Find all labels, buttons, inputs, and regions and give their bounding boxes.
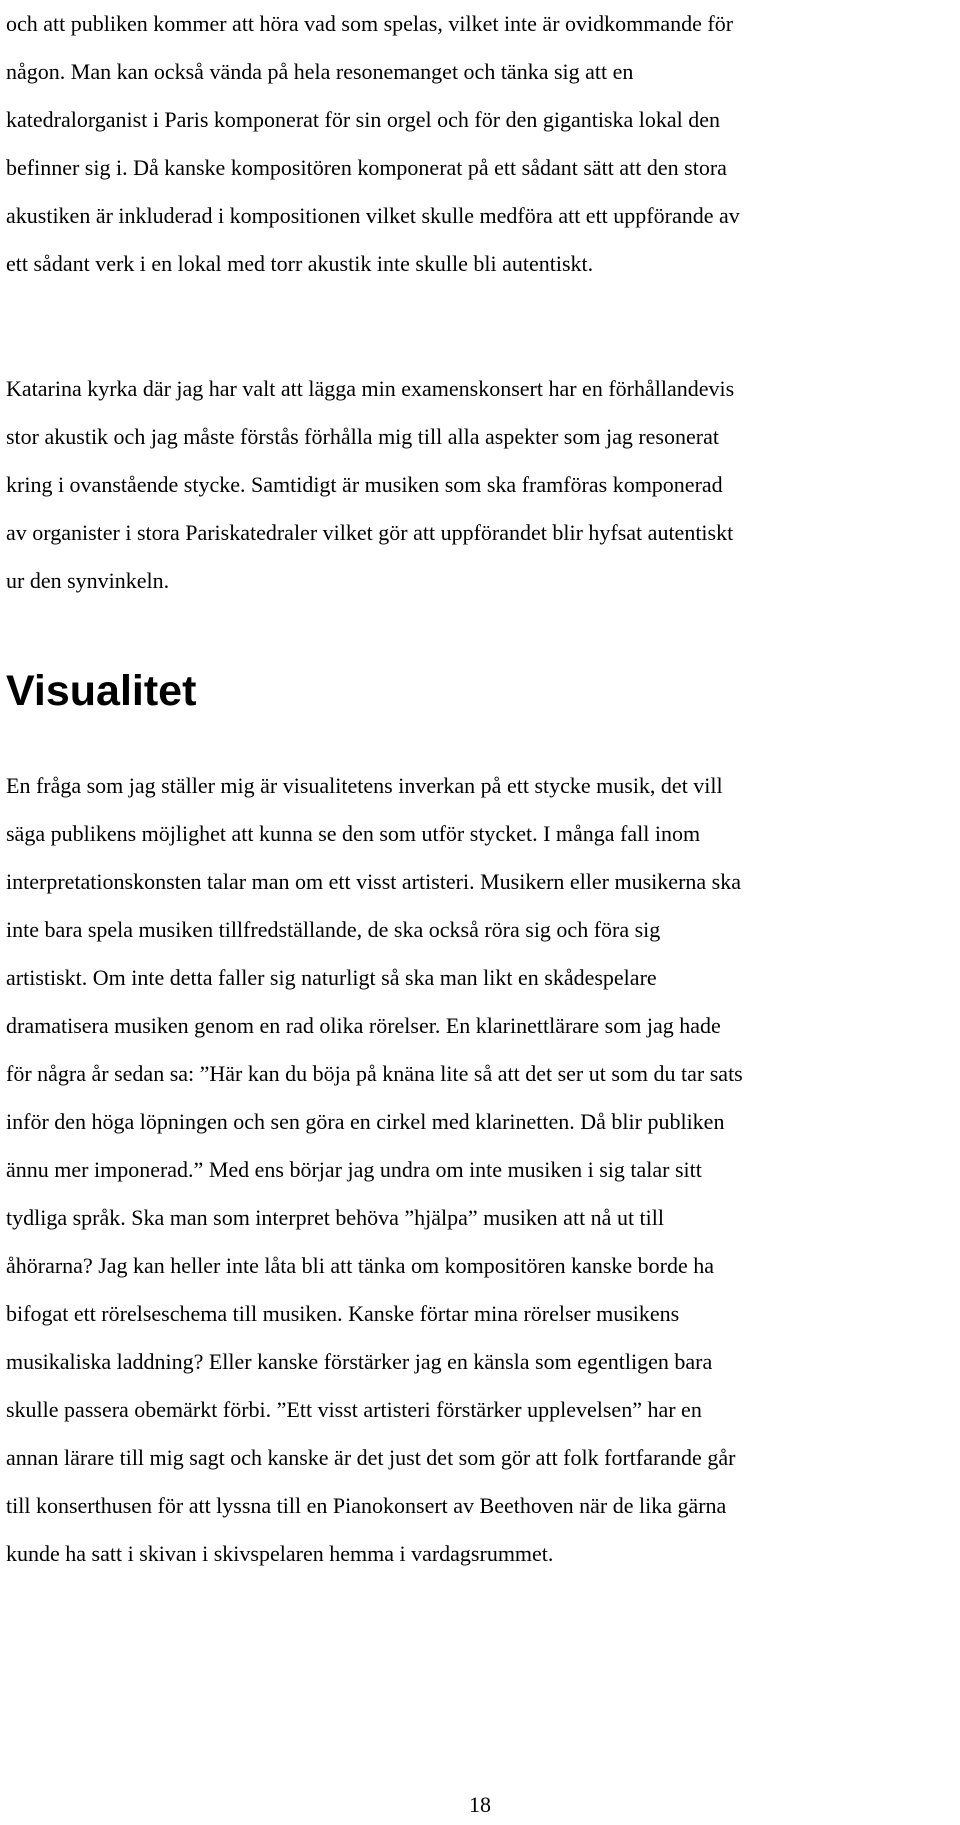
- text-line: annan lärare till mig sagt och kanske är det just det som gör att folk fortfarande går: [6, 1445, 736, 1470]
- text-line: åhörarna? Jag kan heller inte låta bli att tänka om kompositören kanske borde ha: [6, 1253, 715, 1278]
- text-line: Katarina kyrka där jag har valt att lägga min examenskonsert har en förhållandevis: [6, 376, 735, 401]
- text-line: säga publikens möjlighet att kunna se den som utför stycket. I många fall inom: [6, 821, 701, 846]
- text-line: En fråga som jag ställer mig är visualitetens inverkan på ett stycke musik, det vill: [6, 773, 723, 798]
- paragraph-katarina-kyrka: [6, 365, 734, 605]
- text-line: tydliga språk. Ska man som interpret behöva ”hjälpa” musiken att nå ut till: [6, 1205, 665, 1230]
- text-line: skulle passera obemärkt förbi. ”Ett visst artisteri förstärker upplevelsen” har en: [6, 1397, 702, 1422]
- text-line: ännu mer imponerad.” Med ens börjar jag undra om inte musiken i sig talar sitt: [6, 1157, 702, 1182]
- text-line: och att publiken kommer att höra vad som spelas, vilket inte är ovidkommande för: [6, 11, 734, 36]
- paragraph-akustik: [6, 0, 740, 288]
- text-line: ett sådant verk i en lokal med torr akustik inte skulle bli autentiskt.: [6, 251, 594, 276]
- text-line: inte bara spela musiken tillfredställande, de ska också röra sig och föra sig: [6, 917, 661, 942]
- text-line: någon. Man kan också vända på hela resonemanget och tänka sig att en: [6, 59, 634, 84]
- text-line: akustiken är inkluderad i kompositionen vilket skulle medföra att ett uppförande av: [6, 203, 740, 228]
- text-line: ur den synvinkeln.: [6, 568, 170, 593]
- text-line: musikaliska laddning? Eller kanske förstärker jag en känsla som egentligen bara: [6, 1349, 713, 1374]
- text-line: kunde ha satt i skivan i skivspelaren hemma i vardagsrummet.: [6, 1541, 554, 1566]
- paragraph-visualitet: [6, 762, 743, 1578]
- text-line: kring i ovanstående stycke. Samtidigt är musiken som ska framföras komponerad: [6, 472, 723, 497]
- text-line: inför den höga löpningen och sen göra en cirkel med klarinetten. Då blir publiken: [6, 1109, 725, 1134]
- text-line: katedralorganist i Paris komponerat för sin orgel och för den gigantiska lokal den: [6, 107, 721, 132]
- text-line: för några år sedan sa: ”Här kan du böja på knäna lite så att det ser ut som du tar sats: [6, 1061, 743, 1086]
- text-line: interpretationskonsten talar man om ett visst artisteri. Musikern eller musikerna ska: [6, 869, 741, 894]
- text-line: stor akustik och jag måste förstås förhålla mig till alla aspekter som jag resonerat: [6, 424, 719, 449]
- page-number: 18: [469, 1792, 491, 1817]
- text-line: artistiskt. Om inte detta faller sig naturligt så ska man likt en skådespelare: [6, 965, 657, 990]
- text-line: av organister i stora Pariskatedraler vilket gör att uppförandet blir hyfsat autentiskt: [6, 520, 734, 545]
- text-line: bifogat ett rörelseschema till musiken. Kanske förtar mina rörelser musikens: [6, 1301, 680, 1326]
- text-line: till konserthusen för att lyssna till en Pianokonsert av Beethoven när de lika gärna: [6, 1493, 727, 1518]
- text-line: befinner sig i. Då kanske kompositören komponerat på ett sådant sätt att den stora: [6, 155, 727, 180]
- section-heading: Visualitet: [6, 667, 197, 715]
- text-line: dramatisera musiken genom en rad olika rörelser. En klarinettlärare som jag hade: [6, 1013, 721, 1038]
